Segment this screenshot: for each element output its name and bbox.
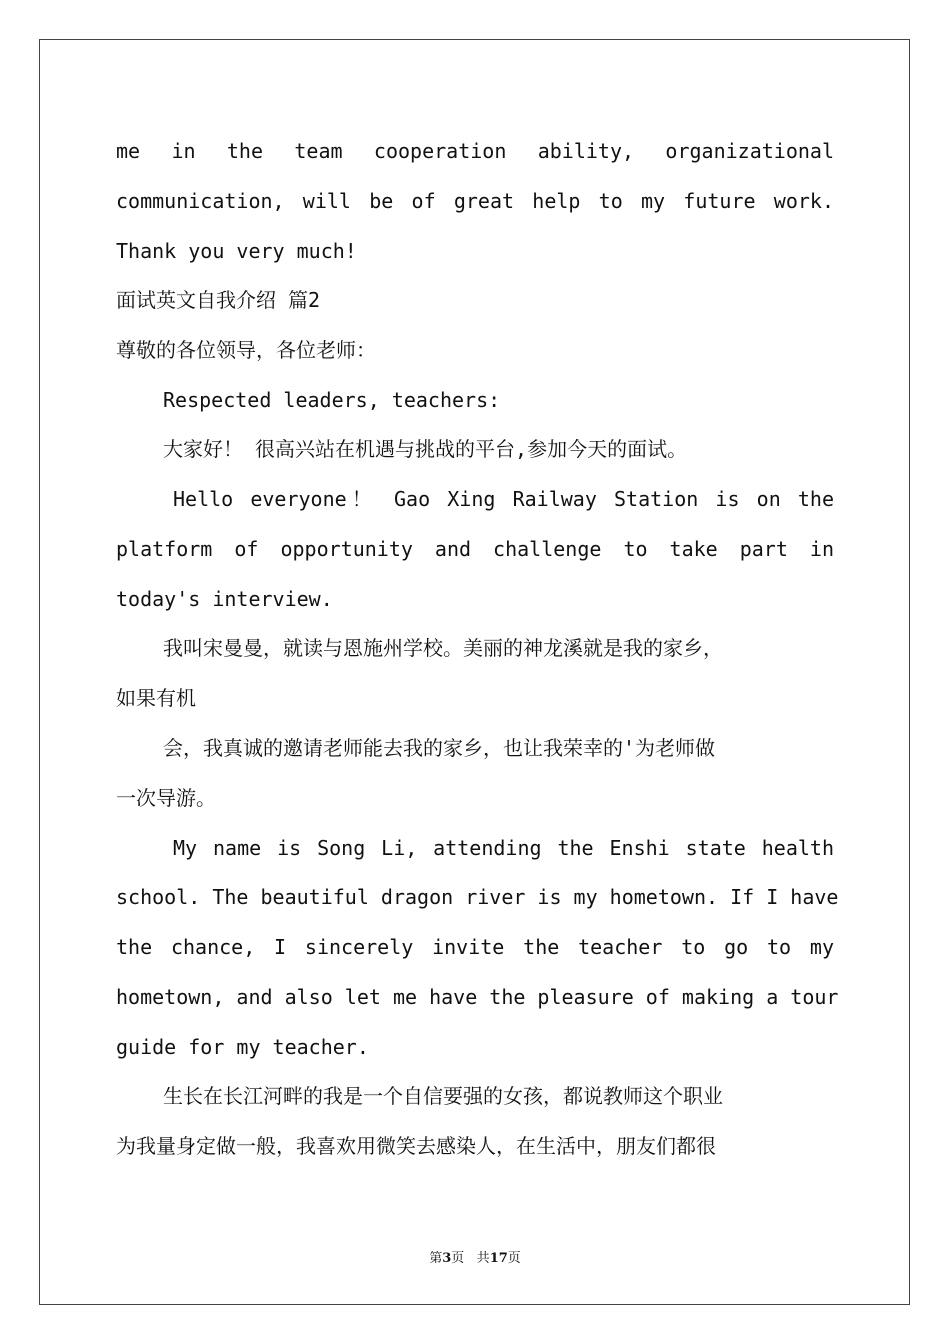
total-prefix: 共 [476, 1251, 490, 1266]
text-line: school. The beautiful dragon river is my hometown. If I have [116, 885, 839, 909]
page-number: 3 [442, 1251, 452, 1266]
text-line: 为我量身定做一般，我喜欢用微笑去感染人，在生活中，朋友们都很 [116, 1134, 716, 1158]
page-frame [39, 39, 910, 1305]
text-line: 一次导游。 [116, 786, 216, 810]
text-line: 尊敬的各位领导，各位老师： [116, 338, 376, 362]
text-line: 生长在长江河畔的我是一个自信要强的女孩，都说教师这个职业 [163, 1084, 723, 1108]
text-line: platform of opportunity and challenge to take part in [116, 537, 834, 561]
text-line: 大家好！ 很高兴站在机遇与挑战的平台,参加今天的面试。 [163, 437, 688, 461]
text-line: My name is Song Li, attending the Enshi state health [173, 836, 834, 860]
text-line: 我叫宋曼曼，就读与恩施州学校。美丽的神龙溪就是我的家乡， [163, 636, 723, 660]
total-pages: 17 [489, 1251, 508, 1266]
text-line: hometown, and also let me have the pleasure of making a tour [116, 985, 839, 1009]
text-line: Thank you very much! [116, 239, 357, 263]
total-suffix: 页 [507, 1251, 521, 1266]
text-line: today's interview. [116, 587, 333, 611]
text-line: Hello everyone！ Gao Xing Railway Station is on the [173, 487, 834, 511]
page-footer [0, 1247, 950, 1266]
text-line: guide for my teacher. [116, 1035, 369, 1059]
page-prefix: 第 [429, 1251, 443, 1266]
text-line: me in the team cooperation ability, organizational [116, 139, 834, 163]
section-heading: 面试英文自我介绍 篇2 [116, 288, 321, 312]
text-line: communication, will be of great help to my future work. [116, 189, 834, 213]
text-line: Respected leaders, teachers: [163, 388, 501, 412]
page-suffix: 页 [451, 1251, 465, 1266]
text-line: the chance, I sincerely invite the teacher to go to my [116, 935, 834, 959]
text-line: 会，我真诚的邀请老师能去我的家乡，也让我荣幸的'为老师做 [163, 736, 716, 760]
text-line: 如果有机 [116, 686, 196, 710]
